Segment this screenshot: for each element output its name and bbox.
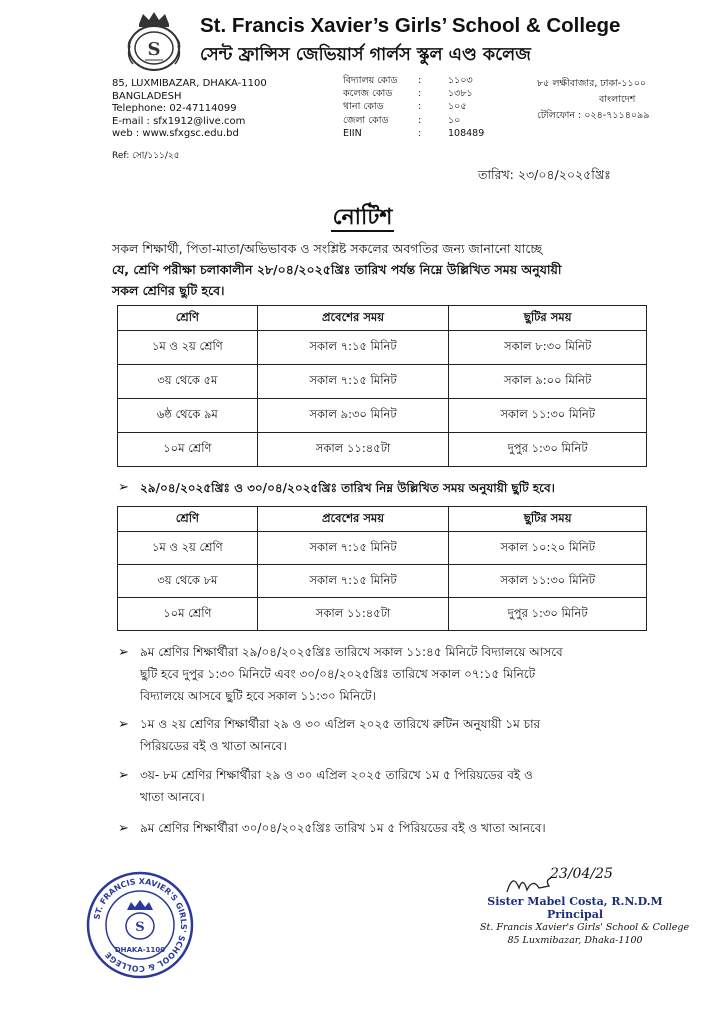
column-header-class: শ্রেণি — [118, 507, 258, 532]
table-cell: সকাল ৮:৩০ মিনিট — [449, 331, 647, 365]
school-name-english: St. Francis Xavier’s Girls’ School & College — [200, 14, 621, 37]
website-line: web : www.sfxgsc.edu.bd — [112, 128, 239, 140]
table-cell: সকাল ১১:৪৫টা — [257, 433, 449, 467]
address-line: ৮৫ লক্ষীবাজার, ঢাকা-১১০০ — [537, 78, 647, 89]
table-row — [118, 565, 647, 598]
table-cell: ৩য় থেকে ৮ম — [118, 565, 258, 598]
bullet-text-class-3-8 — [140, 764, 650, 808]
table-cell: ১০ম শ্রেণি — [118, 433, 258, 467]
table-row — [118, 433, 647, 467]
telephone-line: Telephone: 02-47114099 — [112, 103, 237, 115]
bullet-line: বিদ্যালয়ে আসবে ছুটি হবে সকাল ১১:৩০ মিনিটে। — [140, 689, 376, 703]
school-name-bangla: সেন্ট ফ্রান্সিস জেভিয়ার্স গার্লস স্কুল এণ্ড কলেজ — [200, 45, 531, 65]
table-cell: ৩য় থেকে ৫ম — [118, 365, 258, 399]
code-row: থানা কোড : ১০৫ — [343, 101, 467, 113]
svg-text:DHAKA-1100: DHAKA-1100 — [114, 946, 166, 954]
notice-heading-text: নোটিশ — [332, 205, 393, 230]
arrow-bullet-icon: ➢ — [118, 645, 129, 660]
bullet-line: ১ম ও ২য় শ্রেণির শিক্ষার্থীরা ২৯ ও ৩০ এপ্রিল ২০২৫ তারিখে রুটিন অনুযায়ী ১ম চার — [140, 717, 541, 731]
table-cell: সকাল ১০:২০ মিনিট — [449, 532, 647, 565]
arrow-bullet-icon: ➢ — [118, 480, 129, 495]
table-cell: সকাল ৯:০০ মিনিট — [449, 365, 647, 399]
reference-number: Ref: সো/১১১/২৫ — [112, 151, 180, 161]
bullet-line: ছুটি হবে দুপুর ১:৩০ মিনিটে এবং ৩০/০৪/২০২৫খ্রিঃ তারিখে সকাল ০৭:১৫ মিনিটে — [140, 667, 536, 681]
code-row: জেলা কোড : ১০ — [343, 114, 461, 126]
signature-school-line: St. Francis Xavier's Girls' School & College — [480, 922, 690, 933]
address-line: BANGLADESH — [112, 90, 182, 102]
table-cell: সকাল ৭:১৫ মিনিট — [257, 365, 449, 399]
bullet-line: ৩য়- ৮ম শ্রেণির শিক্ষার্থীরা ২৯ ও ৩০ এপ্রিল ২০২৫ তারিখে ১ম ৫ পিরিয়ডের বই ও — [140, 768, 533, 782]
schedule-table-29-30-april — [117, 506, 647, 631]
svg-text:ST. FRANCIS XAVIER'S GIRLS' SC: ST. FRANCIS XAVIER'S GIRLS' SCHOOL & COLLEGE — [92, 876, 189, 974]
notice-heading — [0, 200, 725, 237]
table-header-row — [118, 306, 647, 331]
email-line: E-mail : sfx1912@live.com — [112, 115, 246, 127]
signature-block — [480, 895, 690, 947]
intro-line: সকল শ্রেণির ছুটি হবে। — [112, 283, 225, 298]
table-row — [118, 598, 647, 631]
table-row — [118, 532, 647, 565]
column-header-dismissal-time: ছুটির সময় — [449, 306, 647, 331]
table-cell: দুপুর ১:৩০ মিনিট — [449, 433, 647, 467]
bullet-line: পিরিয়ডের বই ও খাতা আনবে। — [140, 739, 287, 753]
table-cell: ১০ম শ্রেণি — [118, 598, 258, 631]
table-cell: সকাল ১১:৩০ মিনিট — [449, 399, 647, 433]
signature-address-line: 85 Luxmibazar, Dhaka-1100 — [507, 935, 643, 946]
arrow-bullet-icon: ➢ — [118, 768, 129, 783]
institution-codes — [343, 74, 484, 140]
address-bangla — [537, 76, 649, 124]
bullet-line: খাতা আনবে। — [140, 790, 205, 804]
table-cell: ১ম ও ২য় শ্রেণি — [118, 532, 258, 565]
table-row — [118, 331, 647, 365]
address-line: বাংলাদেশ — [599, 94, 636, 105]
bullet-line: ৯ম শ্রেণির শিক্ষার্থীরা ৩০/০৪/২০২৫খ্রিঃ তারিখ ১ম ৫ পিরিয়ডের বই ও খাতা আনবে। — [140, 821, 546, 835]
intro-line: সকল শিক্ষার্থী, পিতা-মাতা/অভিভাবক ও সংশ্লিষ্ট সকলের অবগতির জন্য জানানো যাচ্ছে — [112, 241, 543, 256]
code-row: EIIN : 108489 — [343, 127, 485, 139]
telephone-line: টেলিফোন : ০২৪-৭১১৪০৯৯ — [537, 110, 650, 121]
signature-date: 23/04/25 — [550, 866, 613, 882]
arrow-bullet-icon: ➢ — [118, 821, 129, 836]
principal-name: Sister Mabel Costa, R.N.D.M — [487, 895, 663, 908]
schedule-table-until-28-april — [117, 305, 647, 467]
table-cell: সকাল ৭:১৫ মিনিট — [257, 331, 449, 365]
table-cell: সকাল ৯:৩০ মিনিট — [257, 399, 449, 433]
bullet-text-29-30-april: ২৯/০৪/২০২৫খ্রিঃ ও ৩০/০৪/২০২৫খ্রিঃ তারিখ নিম্ন উল্লিখিত সময় অনুযায়ী ছুটি হবে। — [140, 481, 555, 495]
table-cell: দুপুর ১:৩০ মিনিট — [449, 598, 647, 631]
notice-intro — [112, 238, 652, 301]
table-cell: ৬ষ্ঠ থেকে ৯ম — [118, 399, 258, 433]
address-line: 85, LUXMIBAZAR, DHAKA-1100 — [112, 78, 267, 89]
table-cell: সকাল ১১:৪৫টা — [257, 598, 449, 631]
table-cell: সকাল ১১:৩০ মিনিট — [449, 565, 647, 598]
table-row — [118, 365, 647, 399]
table-header-row — [118, 507, 647, 532]
arrow-bullet-icon: ➢ — [118, 717, 129, 732]
notice-date: তারিখ: ২৩/০৪/২০২৫খ্রিঃ — [478, 167, 611, 182]
column-header-dismissal-time: ছুটির সময় — [449, 507, 647, 532]
bullet-line: ৯ম শ্রেণির শিক্ষার্থীরা ২৯/০৪/২০২৫খ্রিঃ তারিখে সকাল ১১:৪৫ মিনিটে বিদ্যালয়ে আসবে — [140, 645, 563, 659]
address-english — [112, 78, 267, 141]
svg-text:S: S — [147, 39, 161, 60]
column-header-entry-time: প্রবেশের সময় — [257, 507, 449, 532]
bullet-text-class-1-2 — [140, 713, 650, 757]
bullet-text-class-9 — [140, 641, 650, 707]
table-cell: সকাল ৭:১৫ মিনিট — [257, 565, 449, 598]
table-cell: ১ম ও ২য় শ্রেণি — [118, 331, 258, 365]
column-header-class: শ্রেণি — [118, 306, 258, 331]
code-row: বিদ্যালয় কোড : ১১০৩ — [343, 75, 473, 86]
table-cell: সকাল ৭:১৫ মিনিট — [257, 532, 449, 565]
table-row — [118, 399, 647, 433]
principal-title: Principal — [546, 908, 604, 921]
column-header-entry-time: প্রবেশের সময় — [257, 306, 449, 331]
code-row: কলেজ কোড : ১৩৮১ — [343, 88, 473, 100]
school-seal-stamp — [85, 870, 195, 980]
school-crest-logo — [125, 10, 183, 72]
intro-line: যে, শ্রেণি পরীক্ষা চলাকালীন ২৮/০৪/২০২৫খ্রিঃ তারিখ পর্যন্ত নিম্নে উল্লিখিত সময় অনুযায়ী — [112, 262, 562, 277]
bullet-text-class-9-books — [140, 817, 650, 839]
svg-text:S: S — [135, 920, 145, 935]
